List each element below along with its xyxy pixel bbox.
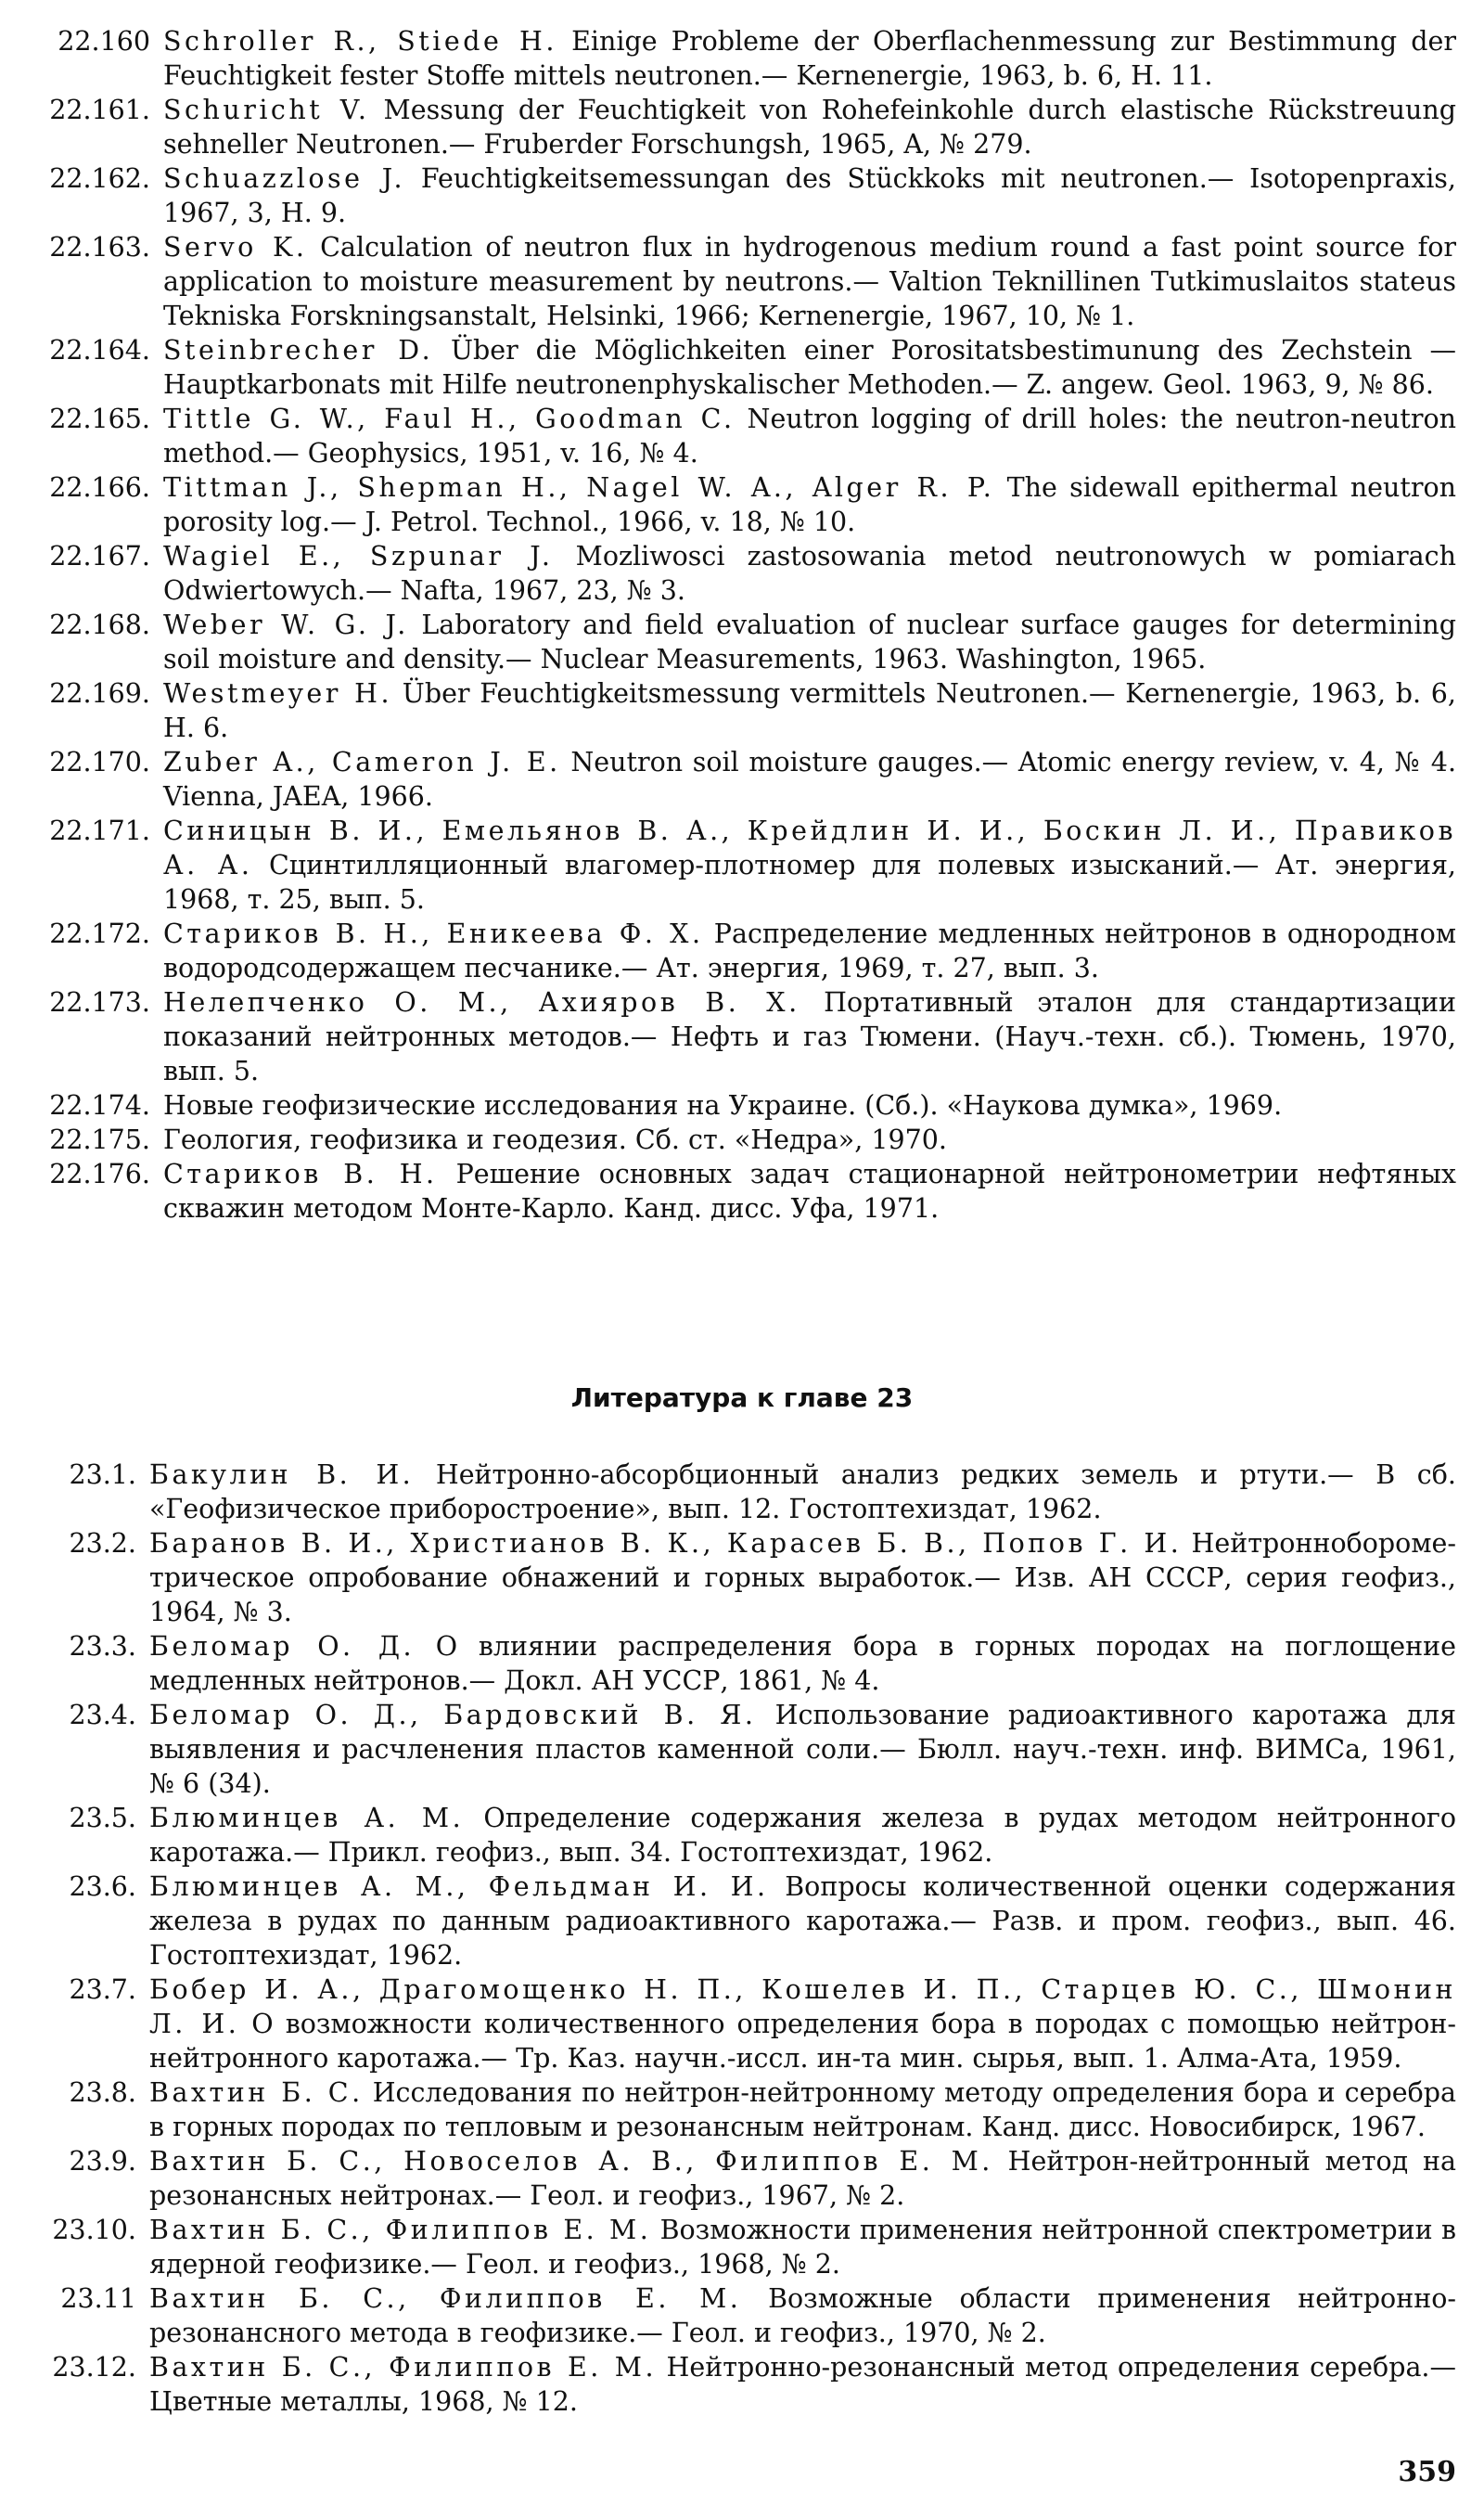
reference-title: Нейтронноборометрическое опробование обнажений и горных выработок.— Изв. АН СССР, серия геофиз., 1964, № 3. xyxy=(149,1528,1456,1627)
reference-authors: Servo K. xyxy=(163,232,308,263)
reference-entry xyxy=(37,1526,1456,1629)
reference-entry xyxy=(37,745,1456,814)
reference-number: 22.160 xyxy=(58,26,150,57)
reference-entry xyxy=(37,676,1456,745)
reference-text xyxy=(149,2213,1456,2281)
reference-authors: Стариков В. Н., Еникеева Ф. Х. xyxy=(163,919,704,949)
reference-number: 22.176. xyxy=(49,1159,150,1189)
reference-number: 22.171. xyxy=(49,816,150,846)
reference-number: 23.2. xyxy=(69,1528,136,1559)
reference-text xyxy=(163,608,1456,676)
reference-text xyxy=(149,1629,1456,1698)
reference-title: Messung der Feuchtigkeit von Rohefeinkohle durch elastische Rückstreuung sehneller Neutronen.— Fruberder Forschungsh, 1965, A, № 279. xyxy=(163,95,1456,160)
reference-entry xyxy=(37,2350,1456,2419)
reference-text xyxy=(163,917,1456,985)
reference-list-chapter-23 xyxy=(37,1458,1456,2419)
reference-authors: Вахтин Б. С. xyxy=(149,2077,364,2108)
reference-authors: Стариков В. Н. xyxy=(163,1159,438,1189)
page-number: 359 xyxy=(1398,2456,1456,2488)
reference-text xyxy=(163,161,1456,230)
reference-entry xyxy=(37,608,1456,676)
reference-entry xyxy=(37,1972,1456,2075)
reference-number: 22.164. xyxy=(49,335,150,366)
reference-text xyxy=(149,1869,1456,1972)
reference-text xyxy=(163,24,1456,93)
reference-text xyxy=(163,539,1456,608)
reference-text xyxy=(163,985,1456,1088)
reference-number: 22.170. xyxy=(49,747,150,777)
reference-text xyxy=(163,1123,1456,1157)
reference-title: The sidewall epithermal neutron porosity log.— J. Petrol. Technol., 1966, v. 18, № 10. xyxy=(163,472,1456,537)
reference-number: 22.169. xyxy=(49,678,150,709)
reference-authors: Вахтин Б. С., Новоселов А. В., Филиппов Е. М. xyxy=(149,2146,993,2177)
reference-entry xyxy=(37,814,1456,917)
reference-number: 22.173. xyxy=(49,987,150,1018)
reference-number: 22.161. xyxy=(49,95,150,125)
reference-number: 23.11 xyxy=(60,2283,136,2314)
reference-title: Геология, геофизика и геодезия. Сб. ст. «Недра», 1970. xyxy=(163,1124,947,1155)
reference-number: 22.175. xyxy=(49,1124,150,1155)
reference-text xyxy=(163,1157,1456,1226)
reference-title: Über Feuchtigkeitsmessung vermittels Neutronen.— Kernenergie, 1963, b. 6, H. 6. xyxy=(163,678,1456,743)
reference-title: Neutron logging of drill holes: the neutron-neutron method.— Geophysics, 1951, v. 16, № 4. xyxy=(163,404,1457,469)
reference-authors: Бобер И. А., Драгомощенко Н. П., Кошелев И. П., Старцев Ю. С., Шмонин Л. И. xyxy=(149,1974,1456,2039)
reference-text xyxy=(163,676,1456,745)
reference-entry xyxy=(37,539,1456,608)
reference-authors: Синицын В. И., Емельянов В. А., Крейдлин И. И., Боскин Л. И., Правиков А. А. xyxy=(163,816,1456,880)
reference-entry xyxy=(37,333,1456,402)
reference-number: 23.6. xyxy=(69,1871,136,1902)
reference-title: Нейтронно-резонансный метод определения серебра.— Цветные металлы, 1968, № 12. xyxy=(149,2352,1456,2417)
reference-number: 23.4. xyxy=(69,1700,136,1730)
reference-entry xyxy=(37,470,1456,539)
reference-entry xyxy=(37,1157,1456,1226)
reference-title: Сцинтилляционный влагомер-плотномер для полевых изысканий.— Ат. энергия, 1968, т. 25, вып. 5. xyxy=(163,850,1456,915)
reference-authors: Westmeyer H. xyxy=(163,678,393,709)
reference-entry xyxy=(37,24,1456,93)
reference-authors: Tittle G. W., Faul H., Goodman C. xyxy=(163,404,736,434)
reference-text xyxy=(149,2350,1456,2419)
reference-entry xyxy=(37,1088,1456,1123)
reference-entry xyxy=(37,402,1456,470)
reference-number: 23.8. xyxy=(69,2077,136,2108)
reference-text xyxy=(163,745,1456,814)
reference-number: 23.5. xyxy=(69,1803,136,1833)
reference-entry xyxy=(37,1458,1456,1526)
reference-title: Вопросы количественной оценки содержания железа в рудах по данным радиоактивного каротажа.— Разв. и пром. геофиз., вып. 46. Гостоптехиздат, 1962. xyxy=(149,1871,1456,1971)
reference-authors: Беломар О. Д. xyxy=(149,1631,416,1662)
reference-title: Mozliwosci zastosowania metod neutronowych w pomiarach Odwiertowych.— Nafta, 1967, 23, № 3. xyxy=(163,541,1456,606)
reference-authors: Zuber A., Cameron J. E. xyxy=(163,747,561,777)
reference-authors: Блюминцев А. М., Фельдман И. И. xyxy=(149,1871,769,1902)
reference-number: 23.1. xyxy=(69,1459,136,1490)
reference-authors: Wagiel E., Szpunar J. xyxy=(163,541,554,572)
reference-title: Портативный эталон для стандартизации показаний нейтронных методов.— Нефть и газ Тюмени. (Науч.-техн. сб.). Тюмень, 1970, вып. 5. xyxy=(163,987,1456,1086)
reference-number: 23.3. xyxy=(69,1631,136,1662)
reference-number: 23.12. xyxy=(52,2352,136,2383)
reference-number: 22.174. xyxy=(49,1090,150,1121)
reference-number: 23.9. xyxy=(69,2146,136,2177)
reference-entry xyxy=(37,2281,1456,2350)
reference-authors: Баранов В. И., Христианов В. К., Карасев Б. В., Попов Г. И. xyxy=(149,1528,1183,1559)
reference-authors: Tittman J., Shepman H., Nagel W. A., Alger R. P. xyxy=(163,472,995,503)
reference-entry xyxy=(37,230,1456,333)
reference-number: 22.162. xyxy=(49,163,150,194)
reference-title: Использование радиоактивного каротажа для выявления и расчленения пластов каменной соли.— Бюлл. науч.-техн. инф. ВИМСа, 1961, № 6 (34). xyxy=(149,1700,1456,1799)
reference-entry xyxy=(37,1869,1456,1972)
reference-title: Einige Probleme der Oberflachenmessung zur Bestimmung der Feuchtigkeit fester Stoffe mittels neutronen.— Kernenergie, 1963, b. 6, H. 11. xyxy=(163,26,1456,91)
reference-title: Нейтронно-абсорбционный анализ редких земель и ртути.— В сб. «Геофизическое приборостроение», вып. 12. Гостоптехиздат, 1962. xyxy=(149,1459,1456,1524)
chapter-23-heading: Литература к главе 23 xyxy=(570,1382,914,1413)
reference-text xyxy=(163,470,1456,539)
reference-title: Определение содержания железа в рудах методом нейтронного каротажа.— Прикл. геофиз., вып. 34. Гостоптехиздат, 1962. xyxy=(149,1803,1457,1868)
reference-text xyxy=(149,1972,1456,2075)
reference-text xyxy=(149,2144,1456,2213)
reference-text xyxy=(149,2075,1456,2144)
reference-entry xyxy=(37,93,1456,161)
reference-title: Возможные области применения нейтронно-резонансного метода в геофизике.— Геол. и геофиз., 1970, № 2. xyxy=(149,2283,1456,2348)
reference-authors: Steinbrecher D. xyxy=(163,335,434,366)
reference-number: 22.163. xyxy=(49,232,150,263)
reference-text xyxy=(149,2281,1456,2350)
reference-text xyxy=(149,1801,1456,1869)
reference-authors: Вахтин Б. С., Филиппов Е. М. xyxy=(149,2215,652,2245)
reference-entry xyxy=(37,1801,1456,1869)
reference-text xyxy=(163,333,1456,402)
reference-text xyxy=(163,402,1456,470)
reference-title: Распределение медленных нейтронов в однородном водородсодержащем песчанике.— Ат. энергия, 1969, т. 27, вып. 3. xyxy=(163,919,1456,983)
reference-number: 23.7. xyxy=(69,1974,136,2005)
reference-text xyxy=(163,93,1456,161)
reference-title: Нейтрон-нейтронный метод на резонансных нейтронах.— Геол. и геофиз., 1967, № 2. xyxy=(149,2146,1456,2211)
reference-entry xyxy=(37,1123,1456,1157)
reference-title: Neutron soil moisture gauges.— Atomic energy review, v. 4, № 4. Vienna, JAEA, 1966. xyxy=(163,747,1456,812)
reference-authors: Бакулин В. И. xyxy=(149,1459,415,1490)
reference-authors: Вахтин Б. С., Филиппов Е. М. xyxy=(149,2283,742,2314)
reference-title: Новые геофизические исследования на Украине. (Сб.). «Наукова думка», 1969. xyxy=(163,1090,1283,1121)
reference-authors: Schuricht V. xyxy=(163,95,370,125)
reference-authors: Weber W. G. J. xyxy=(163,610,409,640)
reference-text xyxy=(163,230,1456,333)
reference-entry xyxy=(37,2144,1456,2213)
reference-title: Calculation of neutron flux in hydrogenous medium round a fast point source for application to moisture measurement by neutrons.— Valtion Teknillinen Tutkimuslaitos stateus Tekniska Forskningsanstalt, Helsinki, 1966; Kernenergie, 1967, 10, № 1. xyxy=(163,232,1457,331)
reference-entry xyxy=(37,2075,1456,2144)
reference-title: О возможности количественного определения бора в породах с помощью нейтрон-нейтронного каротажа.— Тр. Каз. научн.-иссл. ин-та мин. сырья, вып. 1. Алма-Ата, 1959. xyxy=(149,2009,1456,2074)
reference-entry xyxy=(37,1629,1456,1698)
reference-title: Laboratory and field evaluation of nuclear surface gauges for determining soil moisture and density.— Nuclear Measurements, 1963. Washington, 1965. xyxy=(163,610,1457,674)
reference-number: 22.165. xyxy=(49,404,150,434)
reference-title: Feuchtigkeitsemessungan des Stückkoks mit neutronen.— Isotopenpraxis, 1967, 3, H. 9. xyxy=(163,163,1456,228)
reference-entry xyxy=(37,161,1456,230)
reference-number: 22.172. xyxy=(49,919,150,949)
reference-entry xyxy=(37,985,1456,1088)
reference-entry xyxy=(37,917,1456,985)
reference-text xyxy=(149,1458,1456,1526)
reference-authors: Schroller R., Stiede H. xyxy=(163,26,557,57)
reference-authors: Беломар О. Д., Бардовский В. Я. xyxy=(149,1700,757,1730)
reference-entry xyxy=(37,2213,1456,2281)
reference-number: 22.168. xyxy=(49,610,150,640)
reference-title: Исследования по нейтрон-нейтронному методу определения бора и серебра в горных породах по тепловым и резонансным нейтронам. Канд. дисс. Новосибирск, 1967. xyxy=(149,2077,1456,2142)
reference-title: Über die Möglichkeiten einer Porositatsbestimunung des Zechstein — Hauptkarbonats mit Hilfe neutronenphyskalischer Methoden.— Z. angew. Geol. 1963, 9, № 86. xyxy=(163,335,1456,400)
reference-title: О влиянии распределения бора в горных породах на поглощение медленных нейтронов.— Докл. АН УССР, 1861, № 4. xyxy=(149,1631,1457,1696)
reference-list-chapter-22 xyxy=(37,24,1456,1226)
reference-number: 23.10. xyxy=(52,2215,136,2245)
reference-entry xyxy=(37,1698,1456,1801)
reference-text xyxy=(149,1526,1456,1629)
reference-authors: Нелепченко О. М., Ахияров В. Х. xyxy=(163,987,800,1018)
reference-text xyxy=(163,814,1456,917)
reference-authors: Schuazzlose J. xyxy=(163,163,406,194)
reference-title: Решение основных задач стационарной нейтронометрии нефтяных скважин методом Монте-Карло. Канд. дисс. Уфа, 1971. xyxy=(163,1159,1456,1224)
reference-authors: Блюминцев А. М. xyxy=(149,1803,465,1833)
reference-authors: Вахтин Б. С., Филиппов Е. М. xyxy=(149,2352,658,2383)
reference-text xyxy=(163,1088,1456,1123)
reference-text xyxy=(149,1698,1456,1801)
reference-number: 22.167. xyxy=(49,541,150,572)
reference-title: Возможности применения нейтронной спектрометрии в ядерной геофизике.— Геол. и геофиз., 1968, № 2. xyxy=(149,2215,1456,2280)
reference-number: 22.166. xyxy=(49,472,150,503)
